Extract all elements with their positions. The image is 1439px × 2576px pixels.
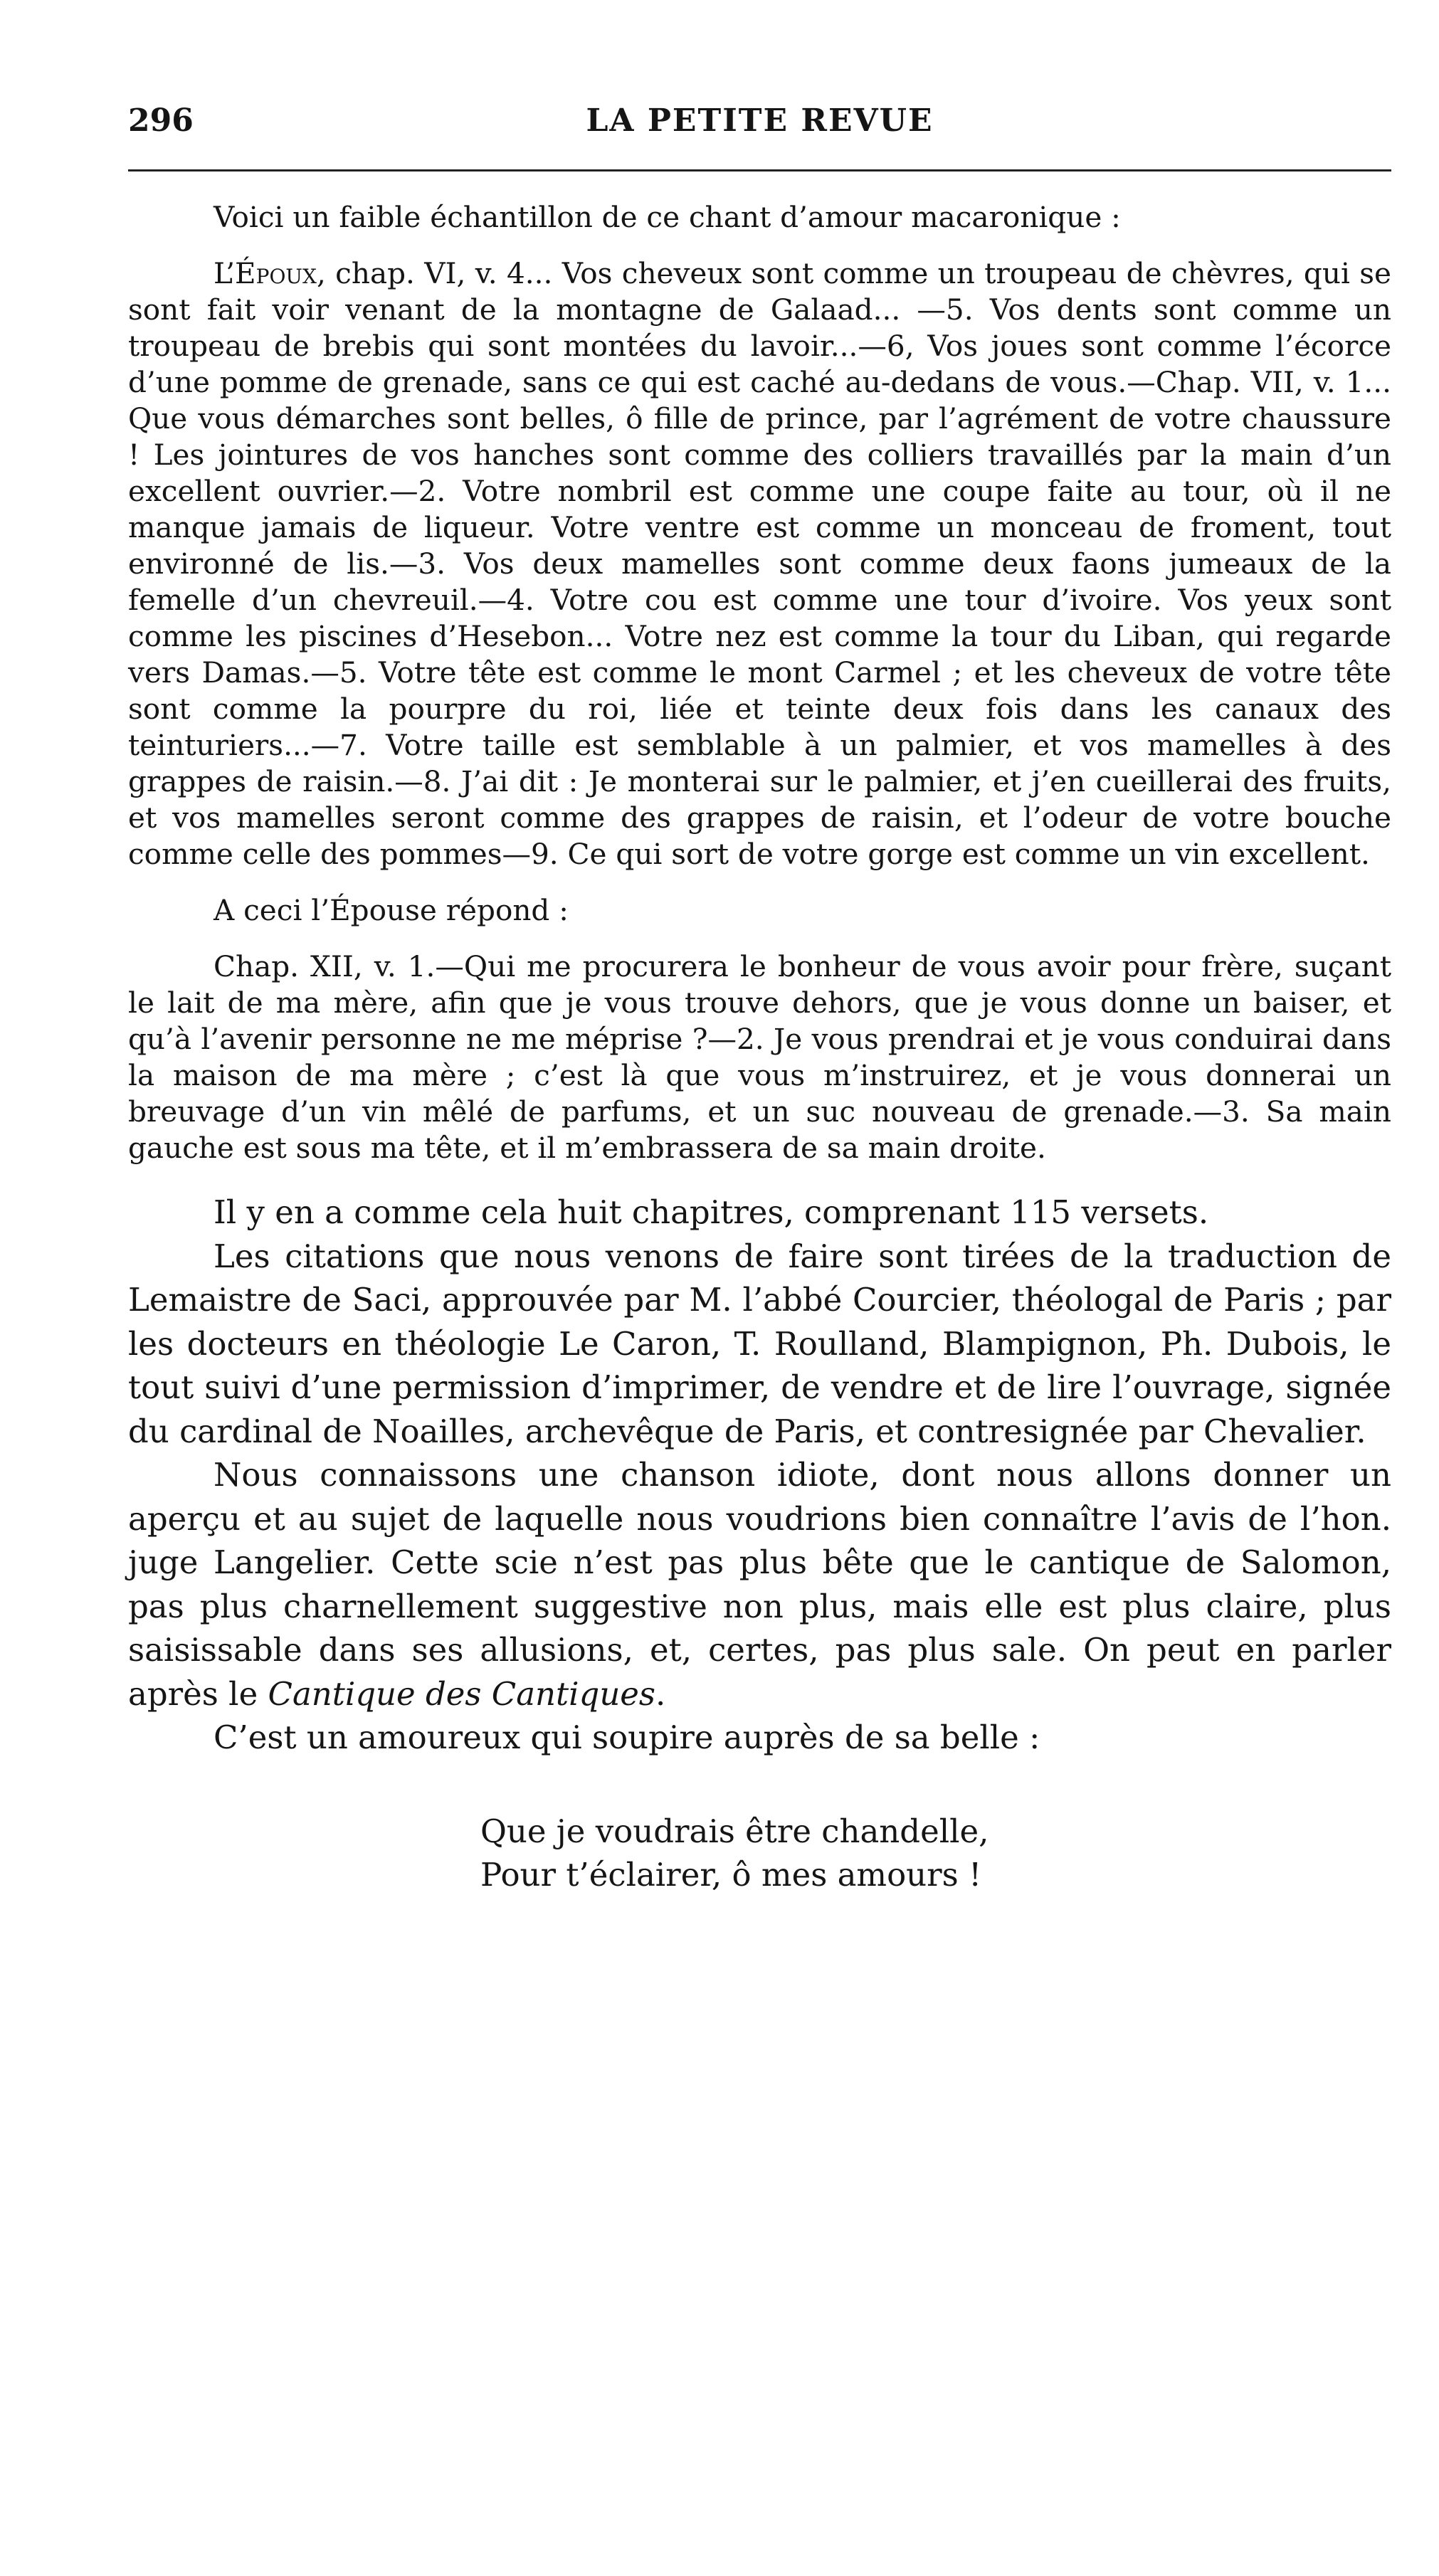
amoureux-paragraph: C’est un amoureux qui soupire auprès de sa belle : <box>214 1719 1040 1756</box>
epouse-intro-paragraph: A ceci l’Épouse répond : <box>214 893 569 927</box>
epouse-paragraph: Chap. XII, v. 1.—Qui me procurera le bonheur de vous avoir pour frère, suçant le lait de ma mère, afin que je vous trouve dehors, que je vous donne un baiser, et qu’à l’avenir personne ne me méprise ?—2. Je vous prendrai et je vous conduirai dans la maison de ma mère ; c’est là que vous m’instruirez, et je vous donnerai un breuvage d’un vin mêlé de parfums, et un suc nouveau de grenade.—3. Sa main gauche est sous ma tête, et il m’embrassera de sa main droite. <box>128 949 1391 1165</box>
header-rule <box>128 169 1391 171</box>
epoux-paragraph <box>128 255 1391 872</box>
chanson-text: Nous connaissons une chanson idiote, dont nous allons donner un aperçu et au sujet de laquelle nous voudrions bien connaître l’avis de l’hon. juge Langelier. Cette scie n’est pas plus bête que le cantique de Salomon, pas plus charnellement suggestive non plus, mais elle est plus claire, plus saisissable dans ses allusions, et, certes, pas plus sale. On peut en parler après le <box>128 1456 1391 1713</box>
cantique-title: Cantique des Cantiques <box>268 1674 656 1713</box>
page-number: 296 <box>128 102 194 139</box>
poem-line: Pour t’éclairer, ô mes amours ! <box>480 1856 982 1894</box>
chanson-paragraph <box>128 1453 1391 1716</box>
intro-paragraph: Voici un faible échantillon de ce chant d’amour macaronique : <box>214 200 1121 234</box>
chapitres-paragraph: Il y en a comme cela huit chapitres, comprenant 115 versets. <box>214 1193 1209 1231</box>
citations-paragraph: Les citations que nous venons de faire sont tirées de la traduction de Lemaistre de Saci, approuvée par M. l’abbé Courcier, théologal de Paris ; par les docteurs en théologie Le Caron, T. Roulland, Blampignon, Ph. Dubois, le tout suivi d’une permission d’imprimer, de vendre et de lire l’ouvrage, signée du cardinal de Noailles, archevêque de Paris, et contresignée par Chevalier. <box>128 1237 1391 1450</box>
chanson-end: . <box>655 1674 666 1713</box>
poem-line: Que je voudrais être chandelle, <box>480 1812 989 1850</box>
poem <box>128 1810 1391 1897</box>
epoux-text: , chap. VI, v. 4... Vos cheveux sont comme un troupeau de chèvres, qui se sont fait voir venant de la montagne de Galaad... —5. Vos dents sont comme un troupeau de brebis qui sont montées du lavoir...—6, Vos joues sont comme l’écorce d’une pomme de grenade, sans ce qui est caché au-dedans de vous.—Chap. VII, v. 1... Que vous démarches sont belles, ô fille de prince, par l’agrément de votre chaussure ! Les jointures de vos hanches sont comme des colliers travaillés par la main d’un excellent ouvrier.—2. Votre nombril est comme une coupe faite au tour, où il ne manque jamais de liqueur. Votre ventre est comme un monceau de froment, tout environné de lis.—3. Vos deux mamelles sont comme deux faons jumeaux de la femelle d’un chevreuil.—4. Votre cou est comme une tour d’ivoire. Vos yeux sont comme les piscines d’Hesebon... Votre nez est comme la tour du Liban, qui regarde vers Damas.—5. Votre tête est comme le mont Carmel ; et les cheveux de votre tête sont comme la pourpre du roi, liée et teinte deux fois dans les canaux des teinturiers...—7. Votre taille est semblable à un palmier, et vos mamelles à des grappes de raisin.—8. J’ai dit : Je monterai sur le palmier, et j’en cueillerai des fruits, et vos mamelles seront comme des grappes de raisin, et l’odeur de votre bouche comme celle des pommes—9. Ce qui sort de votre gorge est comme un vin excellent. <box>128 256 1391 871</box>
page-header <box>128 100 1391 149</box>
epoux-label: L’Époux <box>214 256 317 290</box>
body-text <box>128 199 1391 1897</box>
running-title: LA PETITE REVUE <box>586 102 934 139</box>
